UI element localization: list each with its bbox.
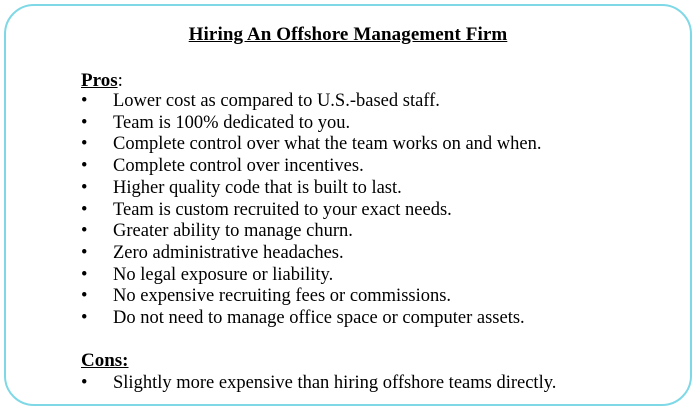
bullet-icon: • [81,221,88,242]
bullet-icon: • [81,308,88,329]
list-item-text: Complete control over incentives. [113,156,364,177]
content-card [4,4,692,406]
list-item-text: Team is custom recruited to your exact needs. [113,199,452,220]
list-item-text: Zero administrative headaches. [113,242,344,263]
bullet-icon: • [81,373,88,393]
list-item-text: Team is 100% dedicated to you. [113,112,351,133]
bullet-icon: • [81,242,88,263]
cons-list [81,373,556,395]
cons-heading [81,350,129,372]
list-item-text: No expensive recruiting fees or commissions. [113,286,452,307]
list-item [81,91,541,113]
list-item [81,156,541,178]
list-item [81,265,541,287]
bullet-icon: • [81,91,88,111]
list-item-text: Complete control over what the team works on and when. [113,134,542,155]
list-item-text: Higher quality code that is built to last. [113,177,402,198]
list-item [81,134,541,156]
pros-heading [81,70,123,92]
pros-heading-label: Pros [81,70,118,91]
list-item [81,221,541,243]
bullet-icon: • [81,177,88,198]
bullet-icon: • [81,264,88,285]
list-item [81,243,541,265]
bullet-icon: • [81,112,88,133]
list-item [81,178,541,200]
list-item-text: Do not need to manage office space or computer assets. [113,308,525,329]
pros-list [81,91,541,330]
list-item [81,373,556,395]
list-item [81,113,541,135]
list-item-text: Greater ability to manage churn. [113,221,353,242]
list-item-text: Slightly more expensive than hiring offshore teams directly. [113,373,557,393]
cons-heading-label: Cons: [81,350,129,371]
list-item-text: Lower cost as compared to U.S.-based staff. [113,91,440,111]
list-item-text: No legal exposure or liability. [113,264,334,285]
list-item [81,308,541,330]
list-item [81,200,541,222]
list-item [81,286,541,308]
bullet-icon: • [81,199,88,220]
pros-heading-colon: : [117,70,123,91]
document-title: Hiring An Offshore Management Firm [188,24,508,45]
bullet-icon: • [81,134,88,155]
bullet-icon: • [81,156,88,177]
bullet-icon: • [81,286,88,307]
